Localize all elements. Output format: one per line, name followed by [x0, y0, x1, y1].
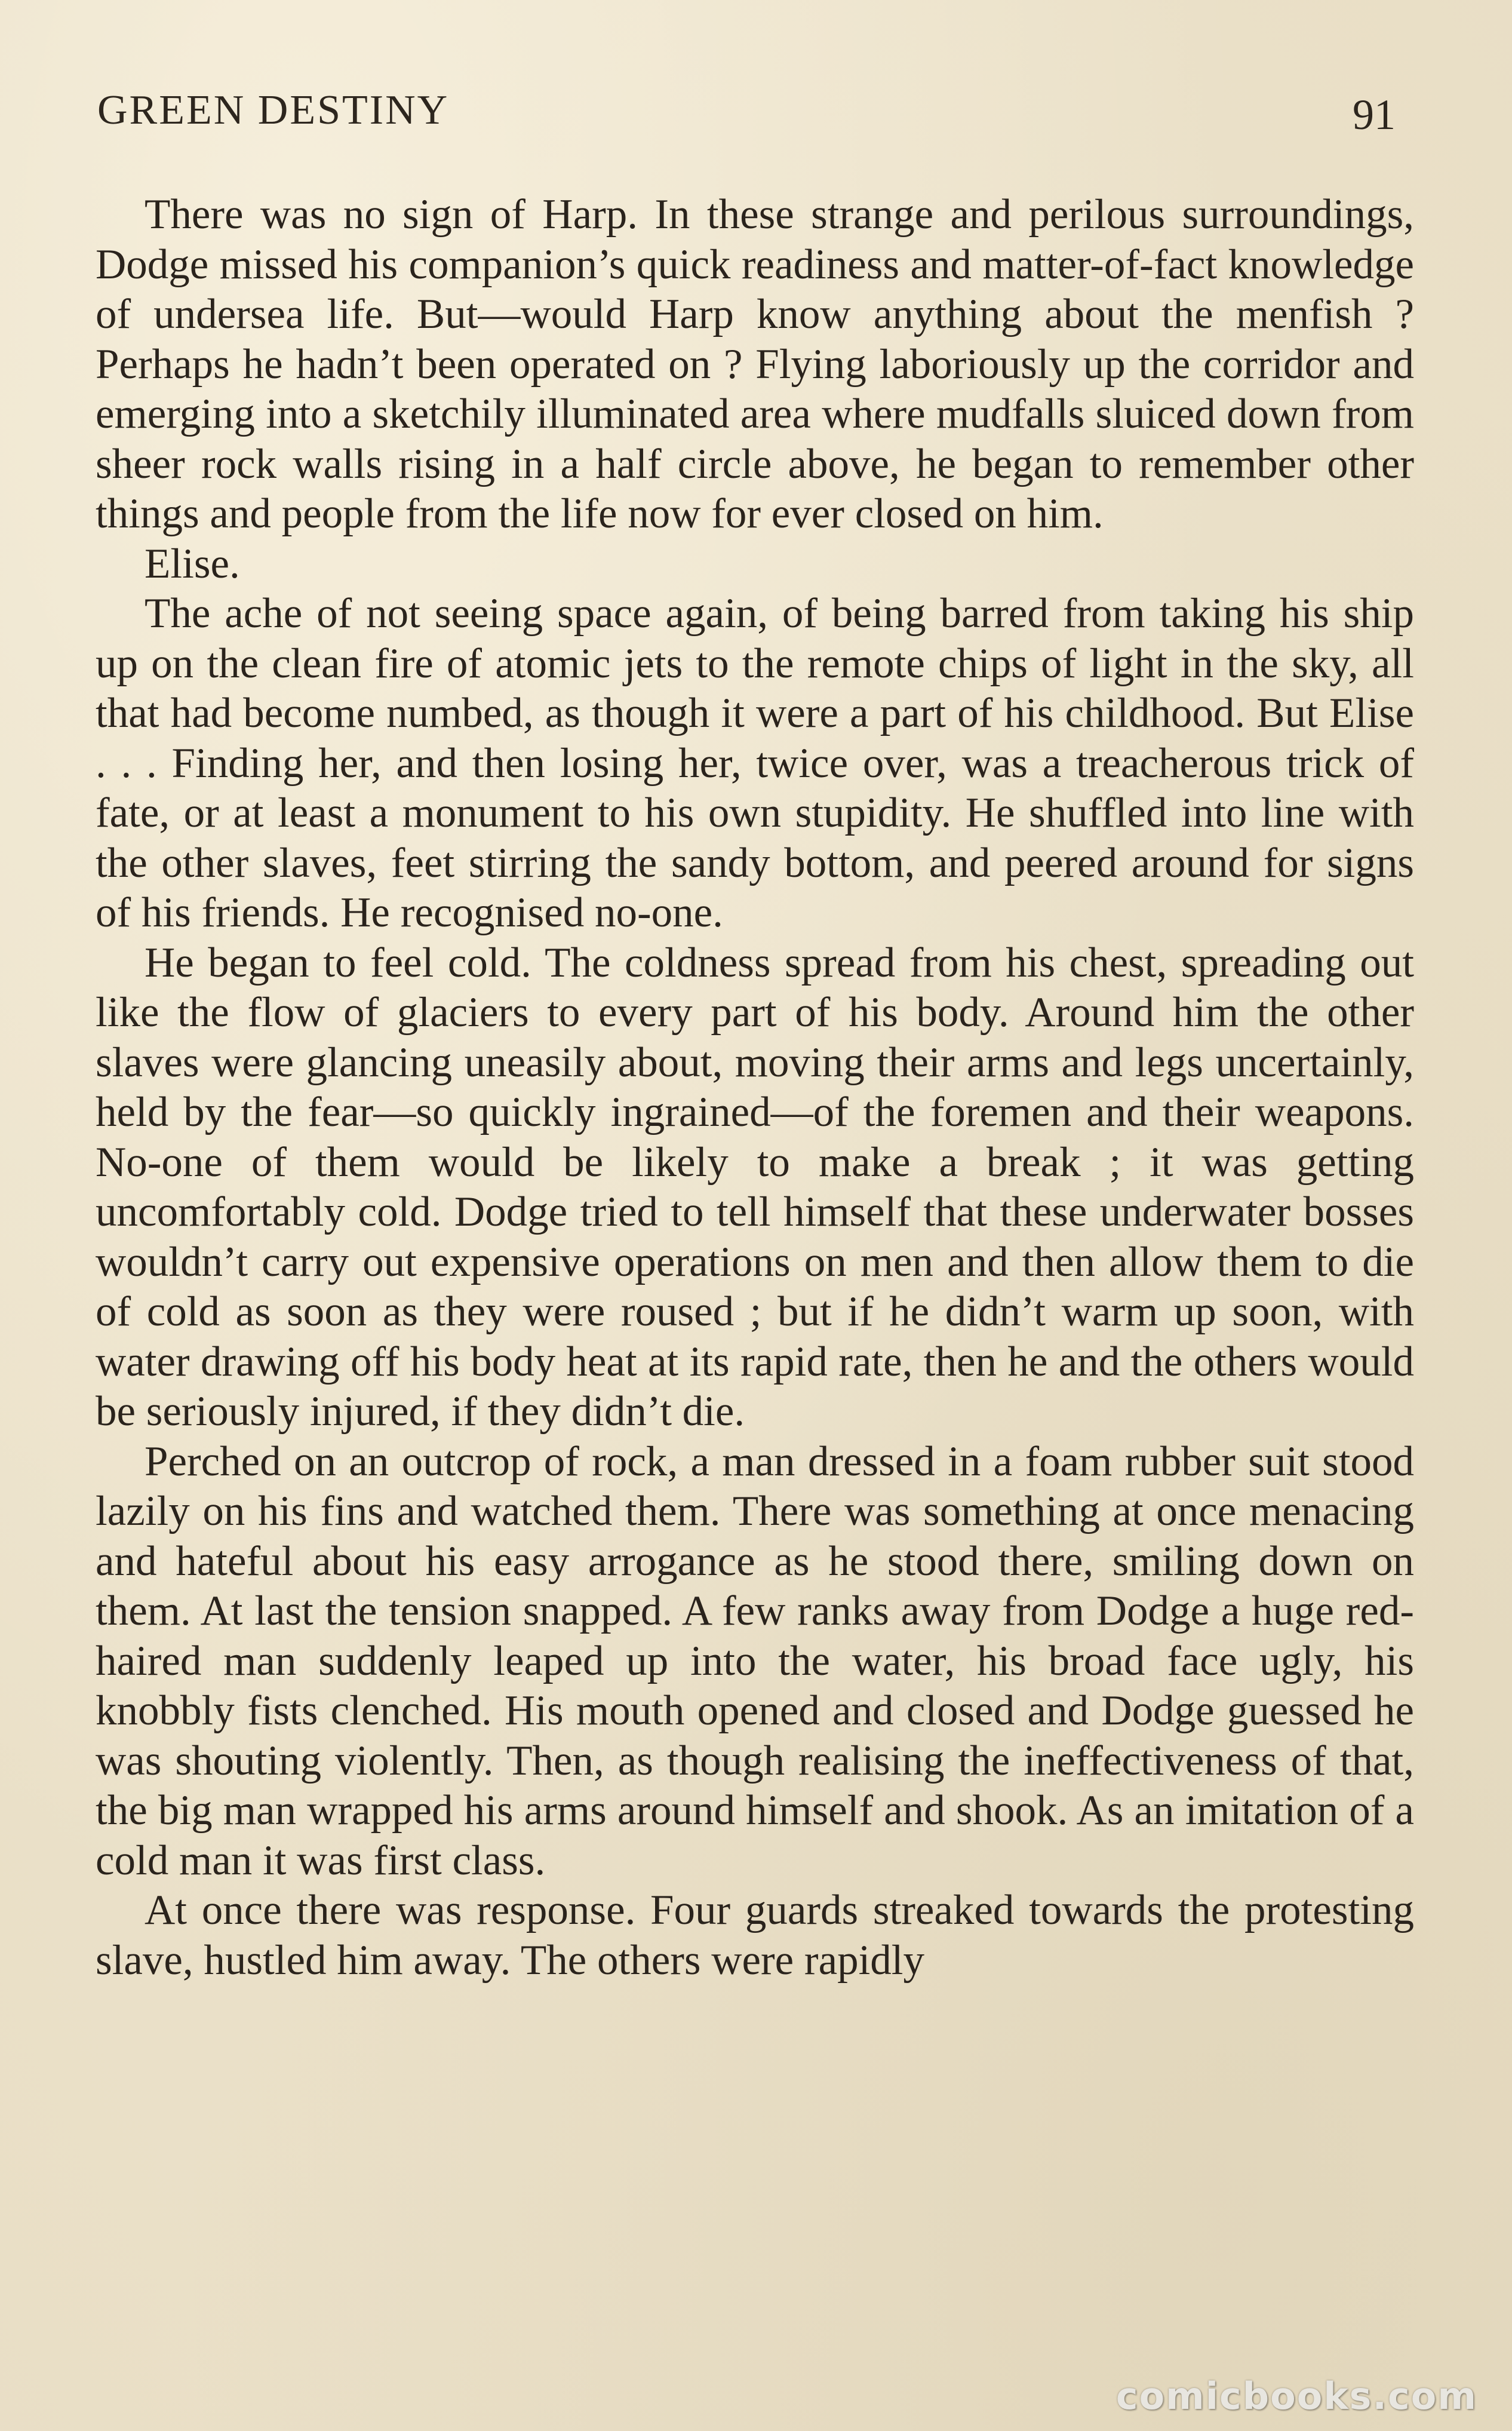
paragraph: He began to feel cold. The coldness spread from his chest, spreading out like the flow of glaciers to every part of his body. Around him the other slaves were glancing uneasily about, moving their arms and legs uncertainly, held by the fear—so quickly ingrained—of the foremen and their weapons. No-one of them would be likely to make a break ; it was getting uncomfortably cold. Dodge tried to tell himself that these underwater bosses wouldn’t carry out expensive operations on men and then allow them to die of cold as soon as they were roused ; but if he didn’t warm up soon, with water drawing off his body heat at its rapid rate, then he and the others would be seriously injured, if they didn’t die.	[96, 939, 1414, 1435]
paragraph: At once there was response. Four guards streaked towards the protesting slave, hustled him away. The others were rapidly	[96, 1887, 1414, 1984]
body-text	[96, 190, 1414, 1985]
paragraph: Elise.	[145, 540, 240, 587]
paragraph: Perched on an outcrop of rock, a man dressed in a foam rubber suit stood lazily on his fins and watched them. There was something at once menacing and hateful about his easy arrogance as he stood there, smiling down on them. At last the tension snapped. A few ranks away from Dodge a huge red-haired man suddenly leaped up into the water, his broad face ugly, his knobbly fists clenched. His mouth opened and closed and Dodge guessed he was shouting violently. Then, as though realising the ineffectiveness of that, the big man wrapped his arms around himself and shook. As an imitation of a cold man it was first class.	[96, 1438, 1414, 1884]
watermark: comicbooks.com	[1115, 2374, 1477, 2418]
page-number: 91	[1353, 91, 1396, 139]
paragraph: The ache of not seeing space again, of being barred from taking his ship up on the clean fire of atomic jets to the remote chips of light in the sky, all that had become numbed, as though it were a part of his childhood. But Elise . . . Finding her, and then losing her, twice over, was a treacherous trick of fate, or at least a monument to his own stupidity. He shuffled into line with the other slaves, feet stirring the sandy bottom, and peered around for signs of his friends. He recognised no-one.	[96, 590, 1414, 936]
paragraph: There was no sign of Harp. In these strange and perilous surroundings, Dodge missed his companion’s quick readiness and matter-of-fact knowledge of undersea life. But—would Harp know anything about the menfish ? Perhaps he hadn’t been operated on ? Flying laboriously up the corridor and emerging into a sketchily illuminated area where mudfalls sluiced down from sheer rock walls rising in a half circle above, he began to remember other things and people from the life now for ever closed on him.	[96, 191, 1414, 537]
running-title: GREEN DESTINY	[97, 87, 450, 133]
